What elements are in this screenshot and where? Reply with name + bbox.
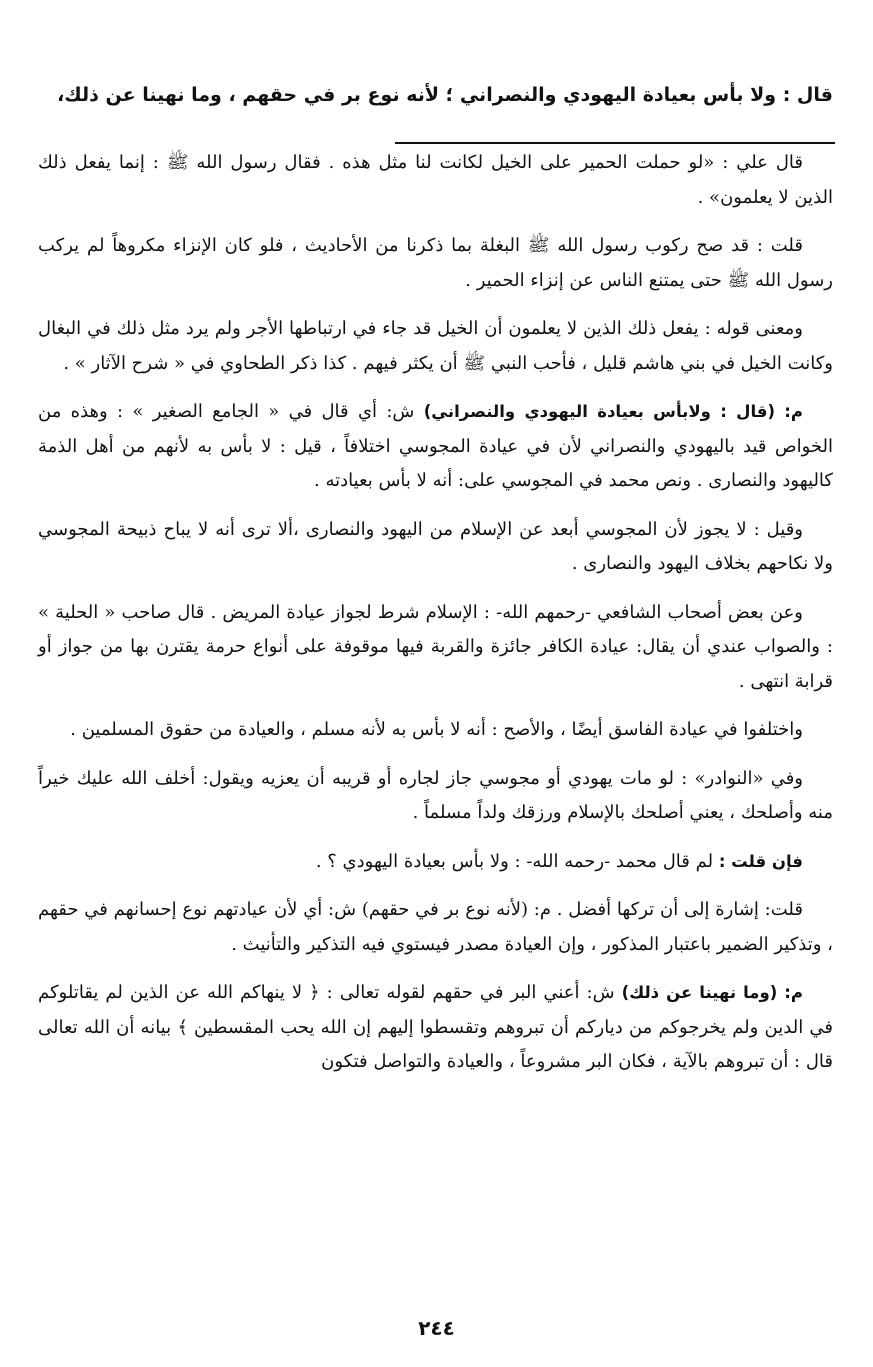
paragraph xyxy=(38,976,833,1080)
matn-quote: م: (وما نهينا عن ذلك) xyxy=(621,983,803,1002)
paragraph-text: قلت : قد صح ركوب رسول الله ﷺ البغلة بما ذكرنا من الأحاديث ، فلو كان الإنزاء مكروهاً لم يركب رسول الله ﷺ حتى يمتنع الناس عن إنزاء الحمير . xyxy=(38,235,833,291)
paragraph xyxy=(38,596,833,700)
paragraph-text: وقيل : لا يجوز لأن المجوسي أبعد عن الإسلام من اليهود والنصارى ،ألا ترى أنه لا يباح ذبيحة المجوسي ولا نكاحهم بخلاف اليهود والنصارى . xyxy=(38,518,833,574)
header-divider xyxy=(395,142,835,144)
paragraph-text: ش: أعني البر في حقهم لقوله تعالى : ﴿ لا ينهاكم الله عن الذين لم يقاتلوكم في الدين ولم يخرجوكم من دياركم أن تبروهم وتقسطوا إليهم إن الله يحب المقسطين ﴾ بيانه أن الله تعالى قال : أن تبروهم بالآية ، فكان البر مشروعاً ، والعيادة والتواصل فتكون xyxy=(38,982,833,1072)
commentary-body xyxy=(38,146,833,1094)
paragraph-text: ومعنى قوله : يفعل ذلك الذين لا يعلمون أن الخيل قد جاء في ارتباطها الأجر ولم يرد مثل ذلك في البغال وكانت الخيل في بني هاشم قليل ، فأحب النبي ﷺ أن يكثر فيهم . كذا ذكر الطحاوي في « شرح الآثار » . xyxy=(38,318,833,374)
paragraph xyxy=(38,312,833,381)
matn-quote: م: (قال : ولابأس بعيادة اليهودي والنصراني) xyxy=(423,402,804,421)
paragraph xyxy=(38,395,833,499)
paragraph xyxy=(38,713,833,748)
paragraph xyxy=(38,229,833,298)
question-lead: فإن قلت : xyxy=(718,851,803,871)
page-number: ٢٤٤ xyxy=(418,1316,455,1340)
paragraph-text: وعن بعض أصحاب الشافعي -رحمهم الله- : الإسلام شرط لجواز عيادة المريض . قال صاحب « الحلية » : والصواب عندي أن يقال: عيادة الكافر جائزة والقربة فيها موقوفة على أنواع حرمة يقترن بها من جواز أو قرابة انتهى . xyxy=(38,601,833,692)
paragraph xyxy=(38,893,833,962)
paragraph xyxy=(38,845,833,880)
paragraph xyxy=(38,146,833,215)
paragraph-text: قال علي : «لو حملت الحمير على الخيل لكانت لنا مثل هذه . فقال رسول الله ﷺ : إنما يفعل ذلك الذين لا يعلمون» . xyxy=(38,152,833,208)
paragraph-text: ش: أي قال في « الجامع الصغير » : وهذه من الخواص قيد باليهودي والنصراني لأن في عيادة المجوسي اختلافاً ، قيل : لا بأس به لأنهم من أهل الذمة كاليهود والنصارى . ونص محمد في المجوسي على: أنه لا بأس بعيادته . xyxy=(38,401,833,491)
paragraph xyxy=(38,762,833,831)
paragraph-text: وفي «النوادر» : لو مات يهودي أو مجوسي جاز لجاره أو قريبه أن يعزيه ويقول: أخلف الله عليك خيراً منه وأصلحك ، يعني أصلحك بالإسلام ورزقك ولداً مسلماً . xyxy=(38,767,833,823)
paragraph xyxy=(38,513,833,582)
page-header: قال : ولا بأس بعيادة اليهودي والنصراني ؛ لأنه نوع بر في حقهم ، وما نهينا عن ذلك، xyxy=(57,84,833,106)
paragraph-text: لم قال محمد -رحمه الله- : ولا بأس بعيادة اليهودي ؟ . xyxy=(315,850,719,872)
paragraph-text: قلت: إشارة إلى أن تركها أفضل . م: (لأنه نوع بر في حقهم) ش: أي لأن عيادتهم نوع إحسانهم في حقهم ، وتذكير الضمير باعتبار المذكور ، وإن العيادة مصدر فيستوي فيه التذكير والتأنيث . xyxy=(38,899,833,955)
paragraph-text: واختلفوا في عيادة الفاسق أيضًا ، والأصح : أنه لا بأس به لأنه مسلم ، والعيادة من حقوق المسلمين . xyxy=(70,719,803,740)
